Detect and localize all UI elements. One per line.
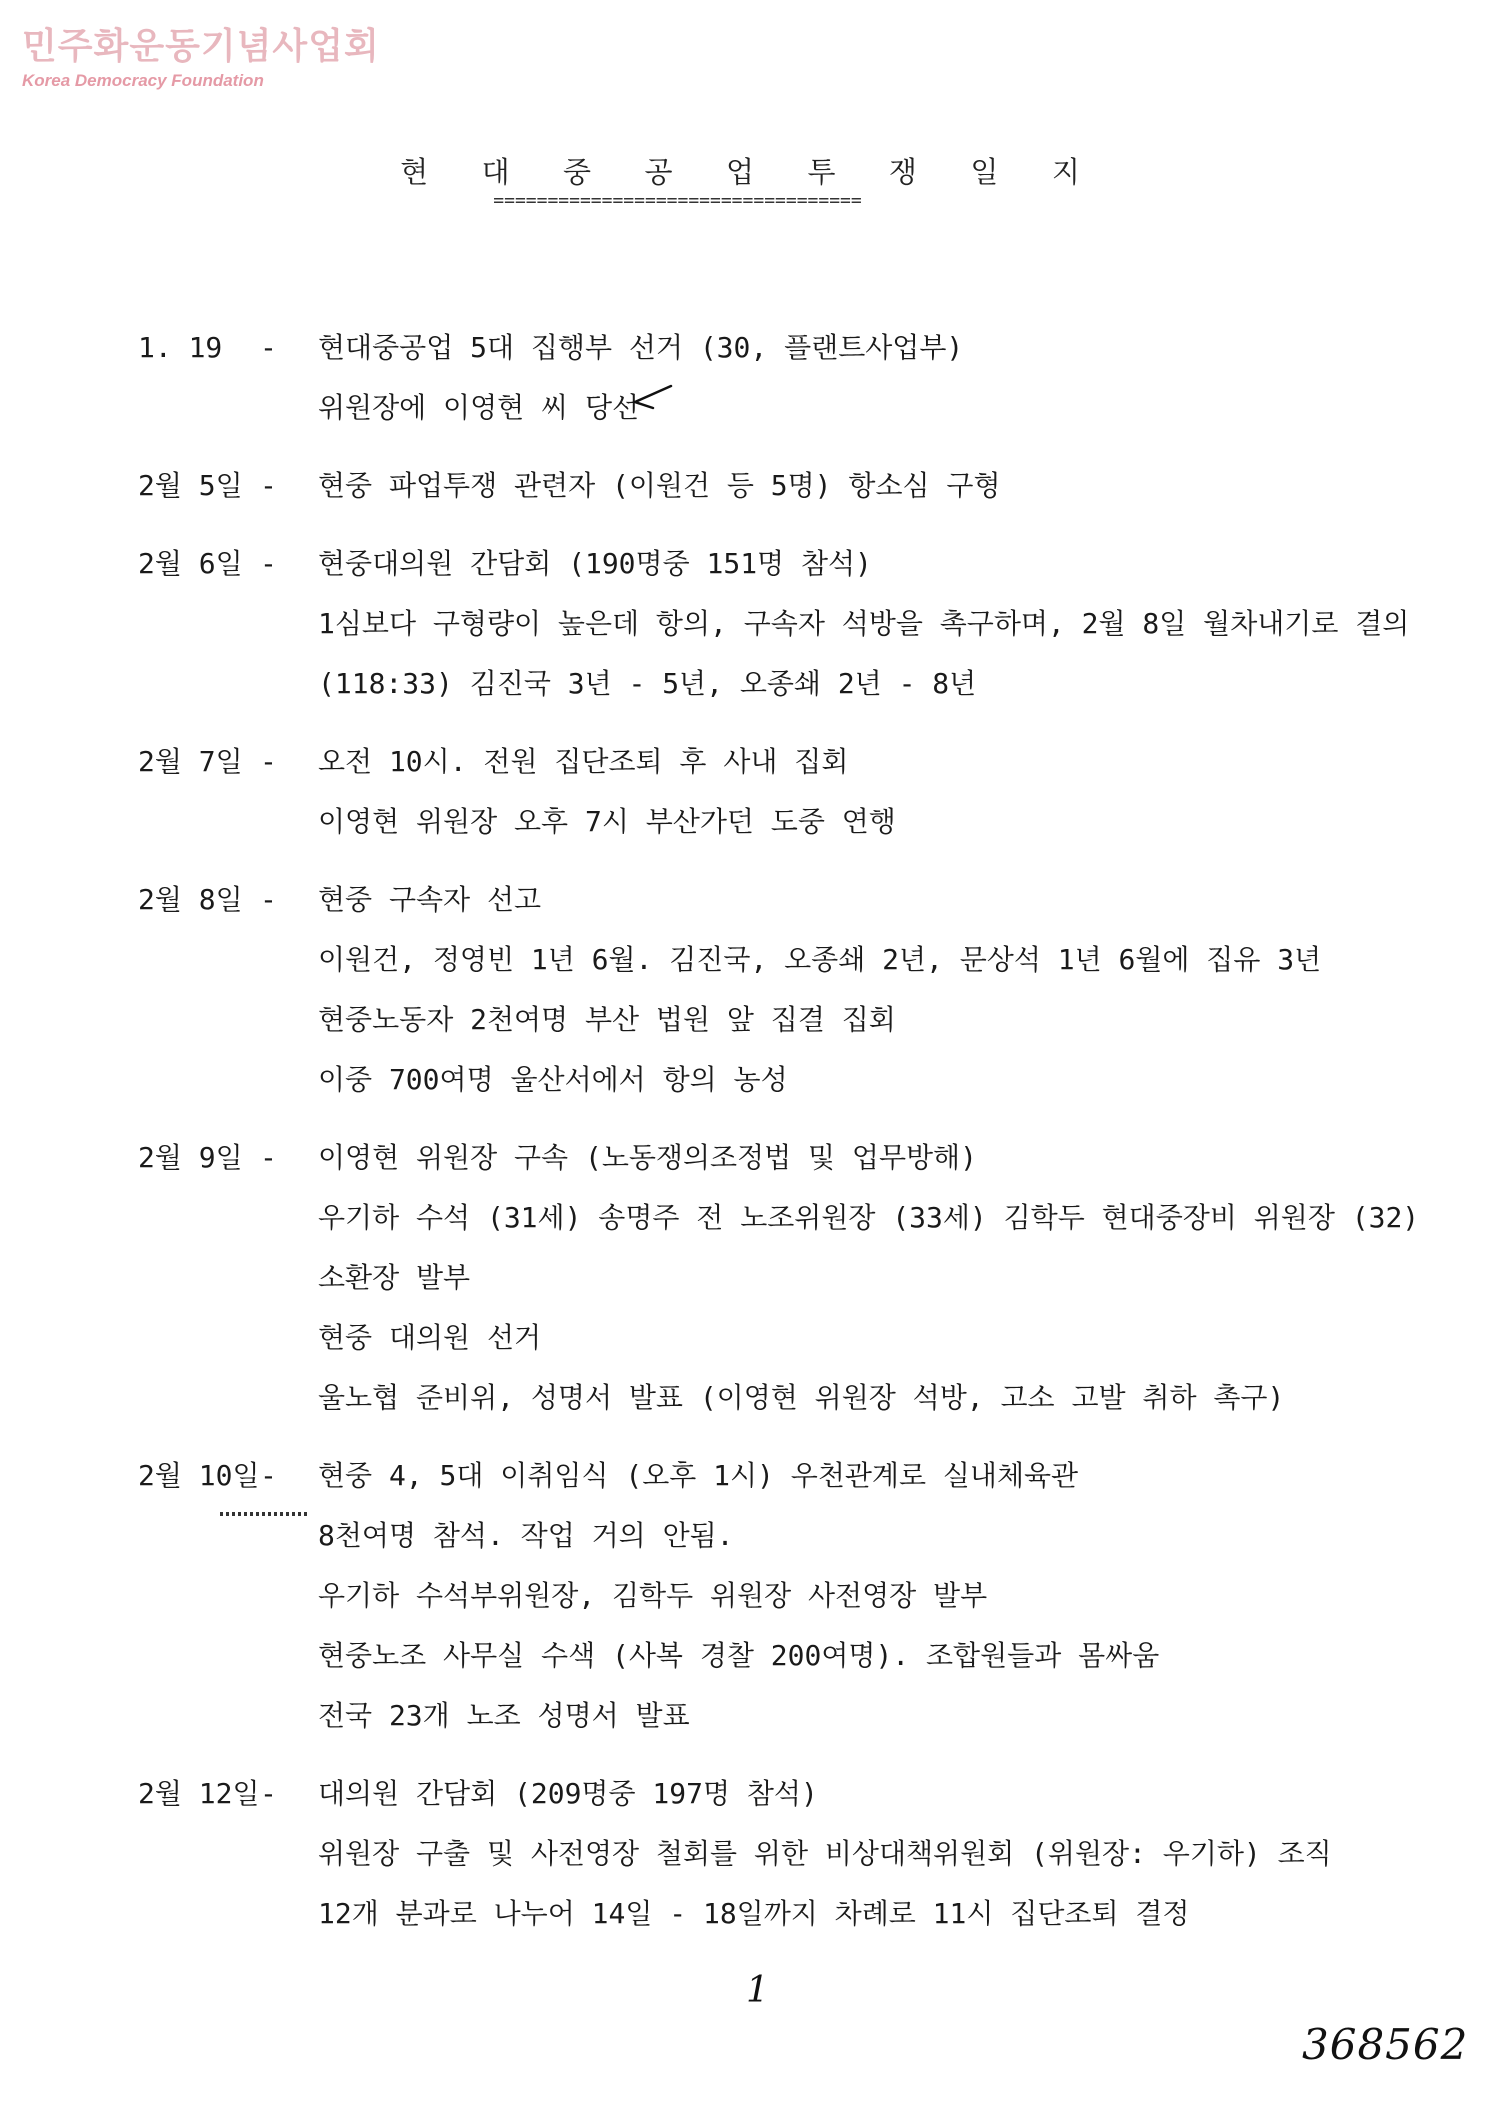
entry-line <box>0 1626 1498 1686</box>
entry-dash: - <box>260 1777 277 1810</box>
entry-line <box>0 792 1498 852</box>
entry-line <box>0 1248 1498 1308</box>
entry-text: 현중 파업투쟁 관련자 (이원건 등 5명) 항소심 구형 <box>318 469 1001 502</box>
entry-line <box>0 534 1498 594</box>
entry-date: 2월 10일 <box>138 1459 260 1492</box>
entry-text: 이중 700여명 울산서에서 항의 농성 <box>318 1063 788 1096</box>
entry-text: 현중 구속자 선고 <box>318 883 542 916</box>
entry-text: 이영현 위원장 오후 7시 부산가던 도중 연행 <box>318 805 896 838</box>
entry-line <box>0 732 1498 792</box>
entry-line <box>0 594 1498 654</box>
archive-number: 368562 <box>1302 2020 1469 2069</box>
document-title: 현 대 중 공 업 투 쟁 일 지 <box>400 155 1098 189</box>
entry-dash: - <box>260 1141 277 1174</box>
entry-date: 2월 5일 <box>138 469 243 502</box>
entry-line <box>0 378 1498 438</box>
timeline-entry <box>0 1764 1498 1944</box>
entry-line <box>0 1686 1498 1746</box>
entry-line <box>0 1128 1498 1188</box>
entry-date: 2월 9일 <box>138 1141 243 1174</box>
entry-date: 2월 12일 <box>138 1777 260 1810</box>
entry-dash: - <box>260 547 277 580</box>
timeline-entry <box>0 534 1498 714</box>
timeline-entry <box>0 870 1498 1110</box>
entry-line <box>0 318 1498 378</box>
entry-dash: - <box>260 331 277 364</box>
entry-text: 현중노조 사무실 수색 (사복 경찰 200여명). 조합원들과 몸싸움 <box>318 1639 1160 1672</box>
entry-line <box>0 870 1498 930</box>
entry-text: 현중대의원 간담회 (190명중 151명 참석) <box>318 547 872 580</box>
entry-line <box>0 990 1498 1050</box>
entry-text: 우기하 수석 (31세) 송명주 전 노조위원장 (33세) 김학두 현대중장비 위원장 (32) <box>318 1201 1420 1234</box>
entry-text: 12개 분과로 나누어 14일 - 18일까지 차례로 11시 집단조퇴 결정 <box>318 1897 1190 1930</box>
entry-text: 위원장 구출 및 사전영장 철회를 위한 비상대책위원회 (위원장: 우기하) 조직 <box>318 1837 1332 1870</box>
entry-text: 1심보다 구형량이 높은데 항의, 구속자 석방을 촉구하며, 2월 8일 월차내기로 결의 <box>318 607 1410 640</box>
entry-line <box>0 1308 1498 1368</box>
page-number: 1 <box>746 1970 769 2011</box>
entry-dash: - <box>260 745 277 778</box>
margin-scribble <box>220 1512 310 1516</box>
entry-date: 1. 19 <box>138 331 223 364</box>
entry-text: 8천여명 참석. 작업 거의 안됨. <box>318 1519 734 1552</box>
entry-text: 소환장 발부 <box>318 1261 471 1294</box>
entry-line <box>0 1824 1498 1884</box>
checkmark-annotation <box>625 382 675 412</box>
entry-text: 울노협 준비위, 성명서 발표 (이영현 위원장 석방, 고소 고발 취하 촉구) <box>318 1381 1285 1414</box>
entry-date: 2월 8일 <box>138 883 243 916</box>
entry-line <box>0 1764 1498 1824</box>
entry-line <box>0 1368 1498 1428</box>
entry-line <box>0 1188 1498 1248</box>
entry-line <box>0 1884 1498 1944</box>
entry-dash: - <box>260 1459 277 1492</box>
watermark-logo <box>22 18 380 91</box>
entry-text: 이원건, 정영빈 1년 6월. 김진국, 오종쇄 2년, 문상석 1년 6월에 집유 3년 <box>318 943 1322 976</box>
entry-text: 대의원 간담회 (209명중 197명 참석) <box>318 1777 818 1810</box>
entry-text: 이영현 위원장 구속 (노동쟁의조정법 및 업무방해) <box>318 1141 977 1174</box>
entry-dash: - <box>260 883 277 916</box>
entry-date: 2월 6일 <box>138 547 243 580</box>
entry-text: 현중 대의원 선거 <box>318 1321 542 1354</box>
timeline-entry <box>0 318 1498 438</box>
entry-line <box>0 456 1498 516</box>
entry-line <box>0 1566 1498 1626</box>
entry-line <box>0 654 1498 714</box>
title-underline: ================================== <box>493 190 862 211</box>
entry-text: 우기하 수석부위원장, 김학두 위원장 사전영장 발부 <box>318 1579 988 1612</box>
timeline-entries <box>0 318 1498 1962</box>
watermark-english: Korea Democracy Foundation <box>22 71 264 90</box>
entry-text: 위원장에 이영현 씨 당선 <box>318 391 640 424</box>
entry-text: 오전 10시. 전원 집단조퇴 후 사내 집회 <box>318 745 849 778</box>
timeline-entry <box>0 456 1498 516</box>
entry-text: 현중노동자 2천여명 부산 법원 앞 집결 집회 <box>318 1003 896 1036</box>
entry-line <box>0 1050 1498 1110</box>
timeline-entry <box>0 1128 1498 1428</box>
entry-text: 현중 4, 5대 이취임식 (오후 1시) 우천관계로 실내체육관 <box>318 1459 1079 1492</box>
timeline-entry <box>0 1446 1498 1746</box>
entry-date: 2월 7일 <box>138 745 243 778</box>
entry-line <box>0 1446 1498 1506</box>
entry-text: 현대중공업 5대 집행부 선거 (30, 플랜트사업부) <box>318 331 964 364</box>
entry-text: 전국 23개 노조 성명서 발표 <box>318 1699 690 1732</box>
watermark-korean: 민주화운동기념사업회 <box>22 26 380 67</box>
entry-line <box>0 930 1498 990</box>
entry-text: (118:33) 김진국 3년 - 5년, 오종쇄 2년 - 8년 <box>318 667 977 700</box>
entry-dash: - <box>260 469 277 502</box>
timeline-entry <box>0 732 1498 852</box>
